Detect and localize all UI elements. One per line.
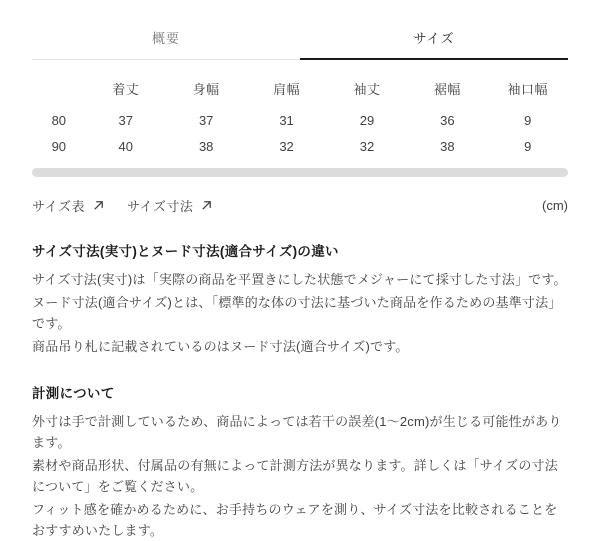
measurement-value: 9 [524, 139, 532, 154]
column-header: 袖口幅 [507, 82, 549, 97]
size-table-corner-cell [32, 62, 86, 109]
column-header: 裾幅 [433, 82, 461, 97]
measurement-value: 36 [440, 113, 455, 128]
table-horizontal-scrollbar[interactable] [32, 168, 568, 177]
section-paragraph: 商品吊り札に記載されているのはヌード寸法(適合サイズ)です。 [32, 339, 409, 354]
measurement-value: 38 [198, 139, 214, 154]
tab-size[interactable]: サイズ [300, 28, 568, 60]
table-row [32, 109, 568, 135]
section-size-definition [32, 240, 568, 357]
measurement-value: 31 [279, 113, 294, 128]
external-link-icon [92, 199, 105, 212]
measurement-value: 29 [359, 113, 375, 128]
section-paragraph: ヌード寸法(適合サイズ)とは、「標準的な体の寸法に基づいた商品を作るための基準寸法」です。 [32, 295, 562, 331]
measurement-value: 32 [359, 139, 375, 154]
section-paragraph: サイズ寸法(実寸)は「実際の商品を平置きにした状態でメジャーにて採寸した寸法」です。 [32, 272, 567, 287]
size-measurement-link[interactable] [127, 196, 213, 215]
section-paragraph: 外寸は手で計測しているため、商品によっては若干の誤差(1〜2cm)が生じる可能性があります。 [32, 414, 562, 450]
table-row [32, 135, 568, 161]
tab-overview[interactable]: 概要 [32, 28, 300, 60]
unit-label: (cm) [542, 198, 568, 213]
measurement-value: 40 [118, 139, 134, 154]
links-row [32, 196, 568, 215]
column-header: 着丈 [112, 82, 140, 97]
size-chart-link-label: サイズ表 [32, 199, 85, 214]
measurement-value: 37 [118, 113, 134, 128]
measurement-value: 37 [198, 113, 214, 128]
size-chart-link[interactable] [32, 196, 105, 215]
section-heading: サイズ寸法(実寸)とヌード寸法(適合サイズ)の違い [32, 244, 339, 259]
measurement-value: 9 [524, 113, 532, 128]
section-paragraph: 素材や商品形状、付属品の有無によって計測方法が異なります。詳しくは「サイズの寸法について」をご覧ください。 [32, 458, 558, 494]
column-header: 肩幅 [273, 82, 301, 97]
size-panel [0, 28, 600, 541]
size-label: 80 [51, 113, 67, 128]
column-header: 袖丈 [353, 82, 381, 97]
measurement-value: 38 [440, 139, 455, 154]
tab-bar [32, 28, 568, 60]
section-heading: 計測について [32, 386, 115, 401]
column-header: 身幅 [192, 82, 220, 97]
size-table-header-row [32, 62, 568, 109]
measurement-value: 32 [279, 139, 294, 154]
section-paragraph: フィット感を確かめるために、お手持ちのウェアを測り、サイズ寸法を比較されることをおすすめいたします。 [32, 502, 558, 538]
size-label: 90 [51, 139, 67, 154]
size-table [32, 62, 568, 161]
size-measurement-link-label: サイズ寸法 [126, 199, 194, 214]
external-link-icon [200, 199, 213, 212]
